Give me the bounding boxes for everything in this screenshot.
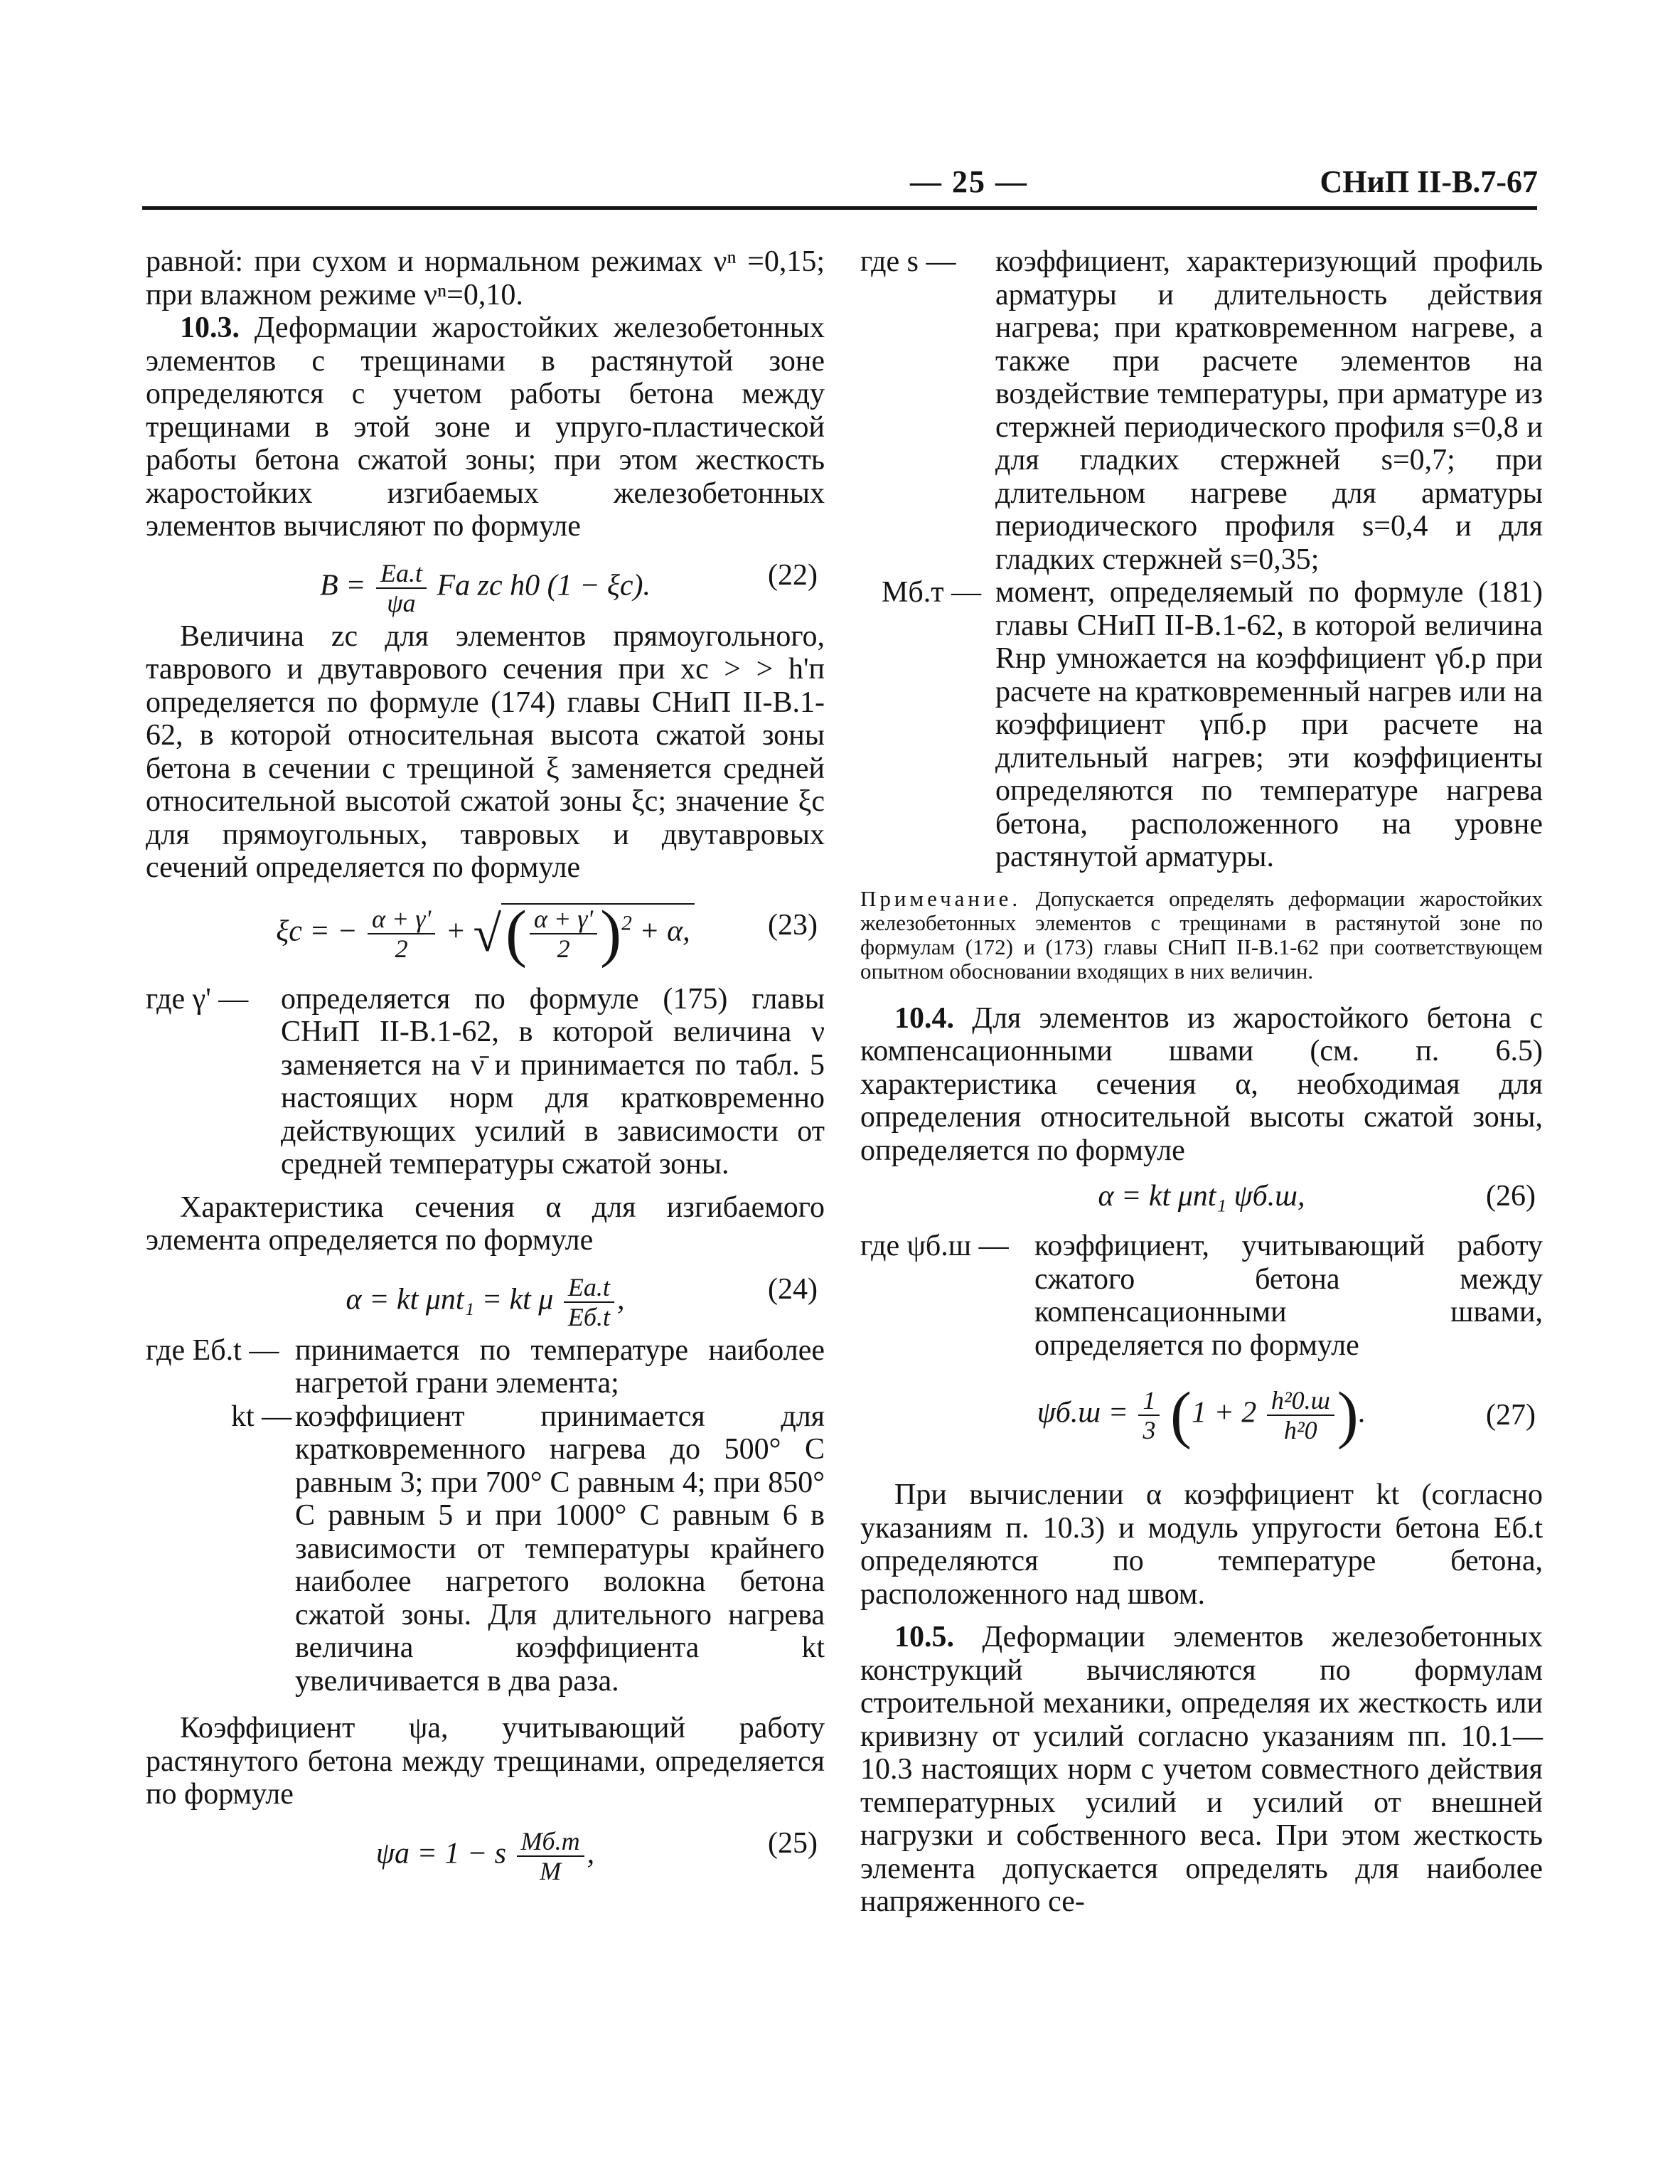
formula-fraction: $\frac{Eа.t}{Eб.t}$ xyxy=(564,1273,614,1331)
where-label: где γ' — xyxy=(146,982,249,1016)
where-label: где ψб.ш — xyxy=(860,1230,1009,1262)
formula-expression: α = kt μnt₁ ψб.ш, xyxy=(1098,1180,1305,1213)
left-column xyxy=(146,245,825,1888)
where-kt xyxy=(146,1400,825,1698)
formula-23 xyxy=(146,888,825,980)
section-number: 10.3. xyxy=(180,311,240,344)
note-lead: Примечание. xyxy=(860,885,1022,911)
where-definition: коэффициент принимается для кратковременного нагрева до 500° С равным 3; при 700° С равным 4; при 850° С равным 5 и при 1000° С равным 6 в зависимости от температуры крайнего наиболее нагретого волокна бетона сжатой зоны. Для длительного нагрева величина коэффициента kt увеличивается в два раза. xyxy=(295,1400,825,1698)
where-e xyxy=(146,1334,825,1400)
formula-lhs: α = kt μnt₁ = kt μ xyxy=(346,1283,554,1316)
formula-25: ψа = 1 − s $\frac{Mб.т}{M}$ , (25) xyxy=(375,1826,818,1885)
section-number: 10.5. xyxy=(894,1621,954,1653)
where-definition: коэффициент, учитывающий работу сжатого бетона между компенсационными швами, определяется по формуле xyxy=(1034,1230,1543,1362)
paragraph-text: Деформации жаростойких железобетонных элементов с трещинами в растянутой зоне определяются с учетом работы бетона между трещинами в этой зоне и упруго-пластической работы бетона сжатой зоны; при этом жесткость жаростойких изгибаемых железобетонных элементов вычисляют по формуле xyxy=(146,311,825,543)
paragraph-10-4 xyxy=(860,1002,1543,1168)
note-text: Допускается определять деформации жаростойких железобетонных элементов с трещинами в растянутой зоне по формулам (172) и (173) главы СНиП II-В.1-62 при соответствующем опытном обосновании входящих в них величин. xyxy=(860,885,1543,984)
sqrt-body: ( $\frac{\alpha + \gamma'}{2}$ )$^2$ + α, xyxy=(501,903,695,963)
where-definition: принимается по температуре наиболее нагретой грани элемента; xyxy=(295,1333,825,1400)
paragraph-text: Для элементов из жаростойкого бетона с компенсационными швами (см. п. 6.5) характеристика сечения α, необходимая для определения относительной высоты сжатой зоны, определяется по формуле xyxy=(860,1001,1543,1167)
section-number: 10.4. xyxy=(894,1001,954,1035)
where-label: Mб.т — xyxy=(882,576,982,609)
where-definition: коэффициент, характеризующий профиль арматуры и длительность действия нагрева; при кратковременном нагреве, а также при расчете элементов на воздействие температуры, при арматуре из стержней периодического профиля s=0,8 и для гладких стержней s=0,7; при длительном нагреве для арматуры периодического профиля s=0,4 и для гладких стержней s=0,35; xyxy=(995,245,1543,576)
formula-27: ψб.ш = $\frac{1}{3}$ (1 + 2 $\frac{\text{h²0.ш}}{\text{h²0}}$ ). (27) xyxy=(1037,1379,1536,1450)
paragraph-text: Деформации элементов железобетонных конструкций вычисляются по формулам строительной механики, определяя их жесткость или кривизну от усилий согласно указаниям пп. 10.1—10.3 настоящих норм с учетом совместного действия температурных усилий и усилий от внешней нагрузки и собственного веса. При этом жесткость элемента допускается определять для наиболее напряженного се- xyxy=(860,1621,1543,1918)
paragraph-10-5 xyxy=(860,1621,1543,1919)
equation-number: (22) xyxy=(768,558,818,592)
where-definition: момент, определяемый по формуле (181) главы СНиП II-В.1-62, в которой величина Rнр умножается на коэффициент γб.р при расчете на кратковременный нагрев или на коэффициент γпб.р при расчете на длительный нагрев; эти коэффициенты определяются по температуре нагрева бетона, расположенного на уровне растянутой арматуры. xyxy=(995,576,1543,873)
formula-lhs: ψа = 1 − s xyxy=(375,1837,507,1870)
formula-lhs: ξс = − xyxy=(276,915,358,948)
paragraph-psi: Коэффициент ψа, учитывающий работу растянутого бетона между трещинами, определяется по формуле xyxy=(146,1712,825,1811)
page-number: — 25 — xyxy=(910,164,1028,199)
where-label: где Eб.t — xyxy=(146,1333,279,1367)
formula-fraction: $\frac{1}{3}$ xyxy=(1138,1386,1160,1444)
formula-26 xyxy=(860,1170,1543,1227)
equation-number: (23) xyxy=(768,908,818,942)
formula-plus: + xyxy=(445,915,466,948)
formula-22 xyxy=(146,546,825,617)
formula-fraction: $\frac{Eа.t}{\psi а}$ xyxy=(376,559,427,617)
document-code: СНиП II-В.7-67 xyxy=(1320,164,1538,199)
right-column xyxy=(860,245,1543,1919)
where-m xyxy=(860,576,1543,874)
header-rule xyxy=(142,206,1537,210)
formula-lhs: ψб.ш = xyxy=(1037,1396,1128,1429)
paragraph-zc: Величина zс для элементов прямоугольного, таврового и двутаврового сечения при xс > > h'п определяется по формуле (174) главы СНиП II-В.1-62, в которой относительная высота сжатой зоны бетона в сечении с трещиной ξ заменяется средней относительной высотой сжатой зоны ξс; значение ξс для прямоугольных, тавровых и двутавровых сечений определяется по формуле xyxy=(146,619,825,884)
where-s xyxy=(860,245,1543,576)
formula-lhs: B = xyxy=(319,569,366,602)
formula-inner: 1 + 2 xyxy=(1191,1396,1257,1429)
paragraph-continuation: равной: при сухом и нормальном режимах νⁿ =0,15; при влажном режиме νⁿ=0,10. xyxy=(146,245,825,311)
where-label: kt — xyxy=(231,1400,292,1433)
paragraph-alpha: Характеристика сечения α для изгибаемого элемента определяется по формуле xyxy=(146,1190,825,1257)
where-psi xyxy=(860,1230,1543,1362)
note xyxy=(860,887,1543,984)
formula-rhs: Fа zс h0 (1 − ξс). xyxy=(437,569,651,602)
paragraph-10-3 xyxy=(146,311,825,543)
page-header xyxy=(142,158,1538,208)
formula-fraction: $\frac{Mб.т}{M}$ xyxy=(517,1827,584,1885)
equation-number: (25) xyxy=(768,1826,818,1860)
equation-number: (24) xyxy=(768,1272,818,1306)
where-definition: определяется по формуле (175) главы СНиП II-В.1-62, в которой величина ν заменяется на ν̄ и принимается по табл. 5 настоящих норм для кратковременно действующих усилий в зависимости от средней температуры сжатой зоны. xyxy=(281,982,825,1181)
formula-fraction: $\frac{\alpha + \gamma'}{2}$ xyxy=(368,905,435,963)
formula-fraction-inner: $\frac{\text{h²0.ш}}{\text{h²0}}$ xyxy=(1267,1386,1334,1444)
where-gamma xyxy=(146,983,825,1181)
equation-number: (27) xyxy=(1486,1399,1536,1432)
equation-number: (26) xyxy=(1486,1180,1536,1213)
where-label: где s — xyxy=(860,245,956,278)
paragraph-calc: При вычислении α коэффициент kt (согласно указаниям п. 10.3) и модуль упругости бетона Eб.t определяются по температуре бетона, расположенного над швом. xyxy=(860,1479,1543,1611)
formula-24: α = kt μnt₁ = kt μ $\frac{Eа.t}{Eб.t}$ , (24) xyxy=(346,1272,818,1331)
sqrt-sign: √ xyxy=(473,905,502,962)
